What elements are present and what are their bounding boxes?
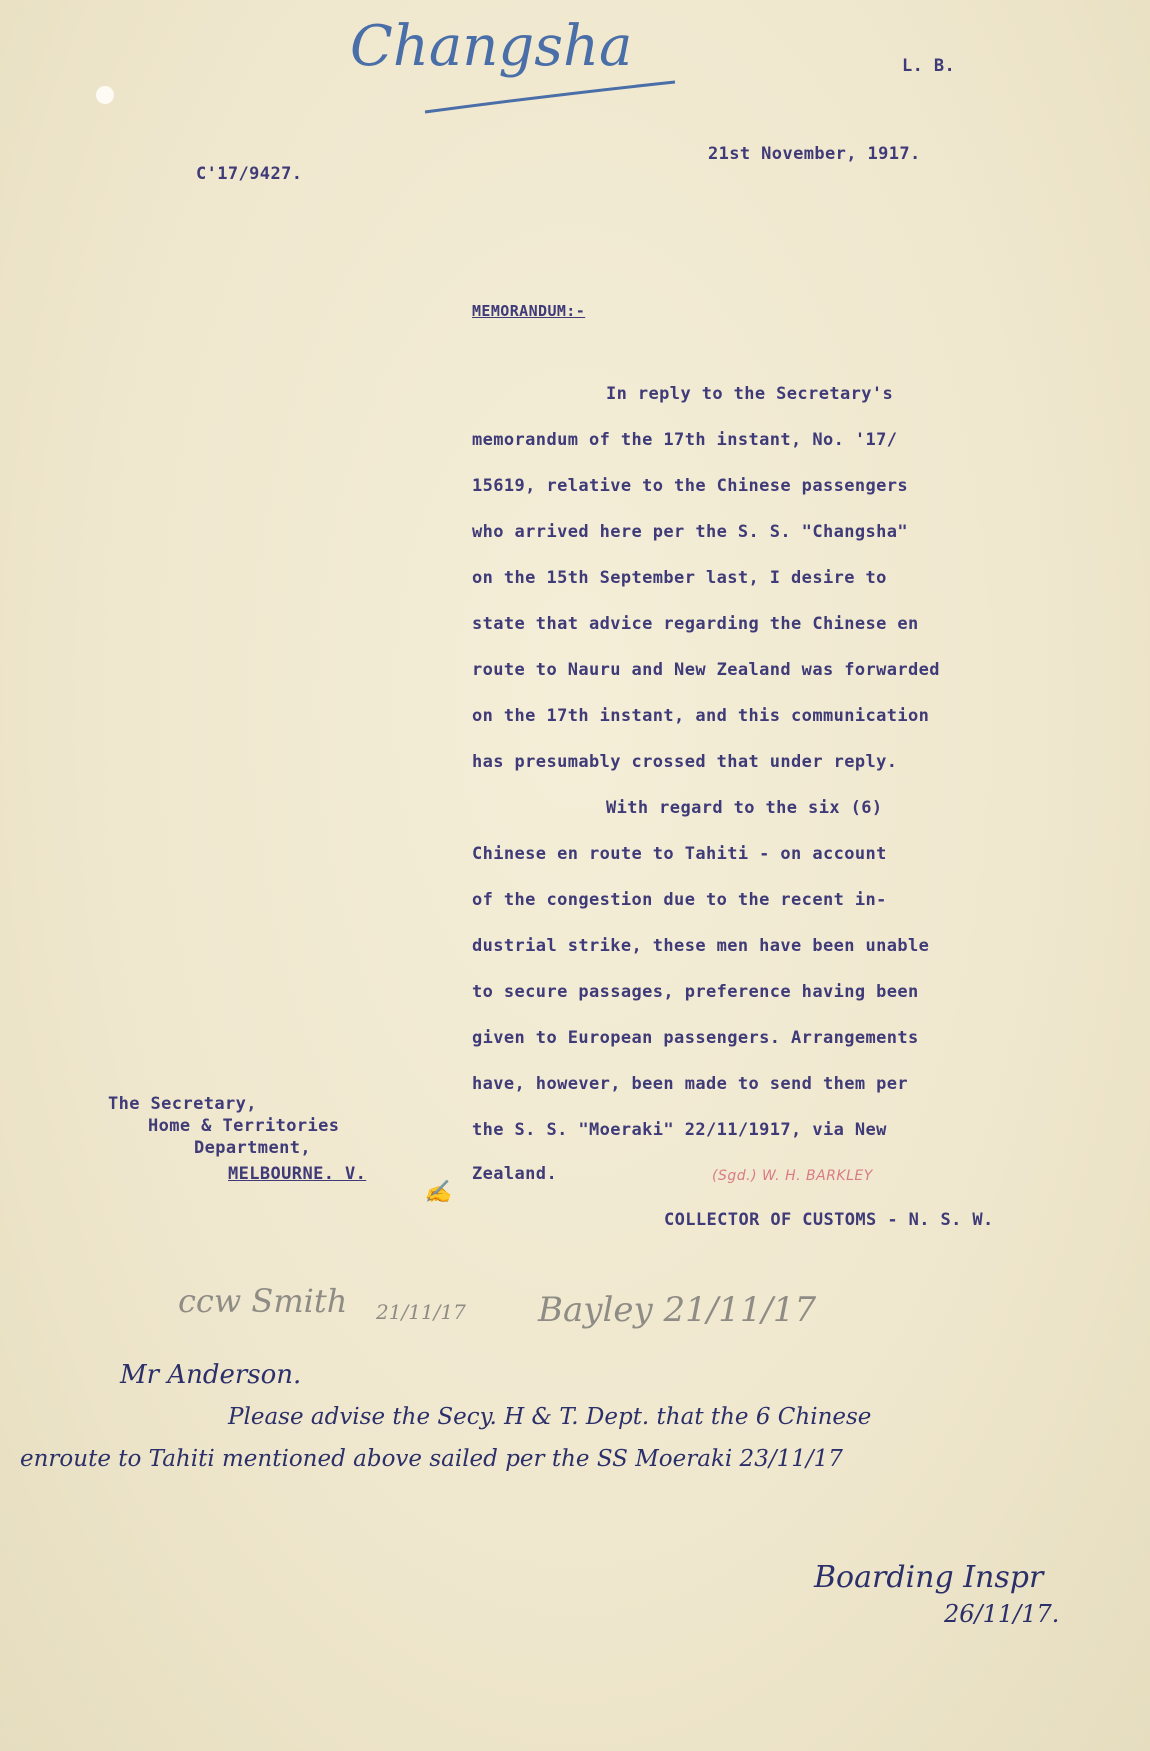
memo-line: have, however, been made to send them per: [472, 1074, 909, 1094]
memo-line: of the congestion due to the recent in-: [472, 890, 887, 910]
title-underline: [420, 80, 680, 120]
punch-hole: [96, 86, 114, 104]
memo-line: on the 17th instant, and this communication: [472, 706, 930, 726]
handwritten-title: Changsha: [350, 14, 633, 79]
memo-line: Zealand.: [472, 1164, 558, 1184]
memo-line: 15619, relative to the Chinese passengers: [472, 476, 909, 496]
note-line: enroute to Tahiti mentioned above sailed per the SS Moeraki 23/11/17: [20, 1446, 843, 1472]
memo-line: to secure passages, preference having been: [472, 982, 919, 1002]
initials-date: 21/11/17: [376, 1300, 466, 1324]
addressee-line: The Secretary,: [108, 1094, 257, 1114]
file-code: L. B.: [902, 56, 956, 76]
memo-line: given to European passengers. Arrangements: [472, 1028, 919, 1048]
note-line: Mr Anderson.: [120, 1360, 302, 1390]
addressee-line: Department,: [194, 1138, 311, 1158]
memo-line: state that advice regarding the Chinese en: [472, 614, 919, 634]
memo-line: Chinese en route to Tahiti - on account: [472, 844, 887, 864]
memo-date: 21st November, 1917.: [708, 144, 921, 164]
pencil-signature: Bayley 21/11/17: [538, 1290, 817, 1330]
memo-line: the S. S. "Moeraki" 22/11/1917, via New: [472, 1120, 887, 1140]
signer: Boarding Inspr: [814, 1560, 1044, 1595]
signer-date: 26/11/17.: [944, 1600, 1060, 1628]
memo-line: route to Nauru and New Zealand was forwarded: [472, 660, 940, 680]
memo-line: memorandum of the 17th instant, No. '17/: [472, 430, 898, 450]
pencil-note: ccw Smith: [178, 1282, 348, 1320]
collector-title: COLLECTOR OF CUSTOMS - N. S. W.: [664, 1210, 994, 1230]
memo-heading: MEMORANDUM:-: [472, 302, 586, 320]
memo-line: has presumably crossed that under reply.: [472, 752, 898, 772]
reference-number: C'17/9427.: [196, 164, 303, 184]
memo-line: on the 15th September last, I desire to: [472, 568, 887, 588]
memo-line: With regard to the six (6): [606, 798, 883, 818]
addressee-line: MELBOURNE. V.: [228, 1164, 367, 1184]
memo-line: In reply to the Secretary's: [606, 384, 894, 404]
addressee-line: Home & Territories: [148, 1116, 340, 1136]
memo-line: dustrial strike, these men have been unable: [472, 936, 930, 956]
memo-line: who arrived here per the S. S. "Changsha": [472, 522, 909, 542]
note-line: Please advise the Secy. H & T. Dept. that the 6 Chinese: [228, 1404, 872, 1430]
pencil-initials: ✍: [424, 1180, 452, 1205]
signature-stamp: (Sgd.) W. H. BARKLEY: [712, 1168, 873, 1184]
